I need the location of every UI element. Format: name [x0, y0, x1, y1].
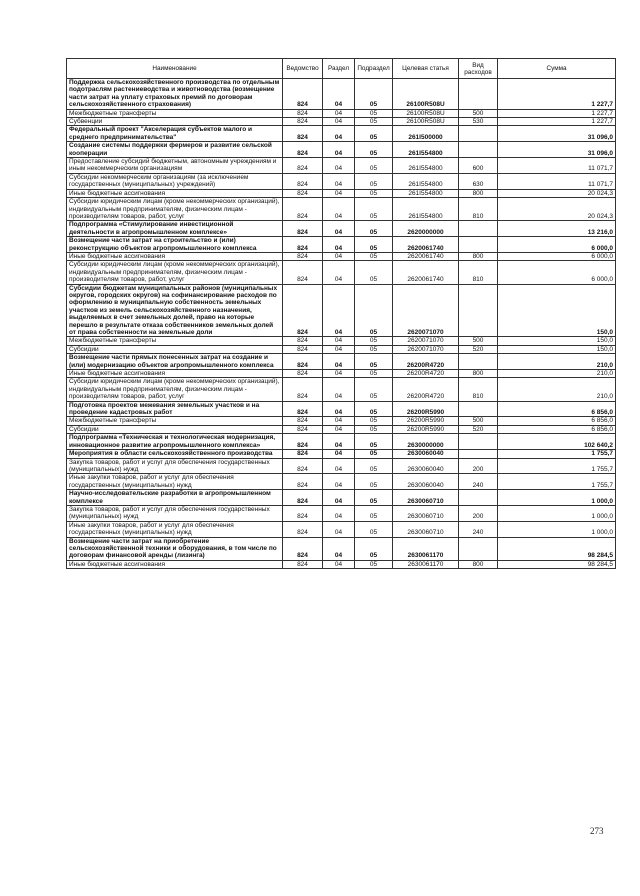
cell-sum: 1 000,0 — [498, 490, 616, 506]
cell-exp-type: 520 — [459, 345, 498, 353]
table-row — [67, 261, 616, 284]
cell-name: Иные закупки товаров, работ и услуг для обеспечения государственных (муниципальных) нужд — [67, 521, 283, 537]
cell-sum: 6 000,0 — [498, 237, 616, 253]
cell-exp-type — [459, 401, 498, 417]
cell-dept: 824 — [283, 417, 323, 425]
cell-target: 2630060710 — [393, 490, 459, 506]
table-row — [67, 284, 616, 337]
cell-sum: 20 024,3 — [498, 189, 616, 197]
cell-sum: 150,0 — [498, 345, 616, 353]
cell-target: 26200R5990 — [393, 417, 459, 425]
cell-section: 04 — [323, 173, 355, 189]
cell-name: Субсидии — [67, 345, 283, 353]
cell-name: Возмещение части затрат на приобретение сельскохозяйственной техники и оборудования, в том числе по договорам финансовой аренды (лизинга) — [67, 537, 283, 560]
table-row — [67, 474, 616, 490]
cell-dept: 824 — [283, 118, 323, 126]
cell-subsection: 05 — [355, 142, 393, 158]
cell-subsection: 05 — [355, 261, 393, 284]
cell-target: 2630060040 — [393, 458, 459, 474]
cell-target: 2630061170 — [393, 537, 459, 560]
cell-dept: 824 — [283, 109, 323, 117]
cell-sum: 1 227,7 — [498, 79, 616, 110]
cell-dept: 824 — [283, 370, 323, 378]
cell-section: 04 — [323, 261, 355, 284]
cell-section: 04 — [323, 425, 355, 433]
cell-sum: 13 216,0 — [498, 221, 616, 237]
cell-target: 2620000000 — [393, 221, 459, 237]
cell-target: 2630060040 — [393, 474, 459, 490]
cell-subsection: 05 — [355, 284, 393, 337]
cell-dept: 824 — [283, 425, 323, 433]
table-row — [67, 505, 616, 521]
cell-dept: 824 — [283, 560, 323, 568]
cell-name: Научно-исследовательские разработки в агропромышленном комплексе — [67, 490, 283, 506]
table-row — [67, 378, 616, 401]
cell-dept: 824 — [283, 458, 323, 474]
table-row — [67, 189, 616, 197]
cell-exp-type — [459, 284, 498, 337]
cell-dept: 824 — [283, 378, 323, 401]
cell-section: 04 — [323, 158, 355, 174]
cell-subsection: 05 — [355, 345, 393, 353]
cell-target: 2630060710 — [393, 521, 459, 537]
table-row — [67, 458, 616, 474]
cell-subsection: 05 — [355, 237, 393, 253]
cell-exp-type: 800 — [459, 560, 498, 568]
cell-sum: 102 640,2 — [498, 434, 616, 450]
cell-sum: 1 000,0 — [498, 521, 616, 537]
cell-section: 04 — [323, 284, 355, 337]
table-row — [67, 221, 616, 237]
cell-name: Иные закупки товаров, работ и услуг для обеспечения государственных (муниципальных) нужд — [67, 474, 283, 490]
table-row — [67, 173, 616, 189]
cell-name: Закупка товаров, работ и услуг для обеспечения государственных (муниципальных) нужд — [67, 458, 283, 474]
cell-target: 2630061170 — [393, 560, 459, 568]
cell-target: 2630060040 — [393, 450, 459, 458]
cell-subsection: 05 — [355, 417, 393, 425]
cell-name: Субсидии юридическим лицам (кроме некоммерческих организаций), индивидуальным предпринимателям, физическим лицам - производителям товаров, работ, услуг — [67, 378, 283, 401]
header-name: Наименование — [67, 59, 283, 79]
cell-sum: 1 755,7 — [498, 458, 616, 474]
cell-target: 26100R508U — [393, 79, 459, 110]
table-row — [67, 345, 616, 353]
cell-sum: 6 000,0 — [498, 252, 616, 260]
cell-name: Подготовка проектов межевания земельных участков и на проведение кадастровых работ — [67, 401, 283, 417]
cell-name: Подпрограмма «Стимулирование инвестиционной деятельности в агропромышленном комплексе» — [67, 221, 283, 237]
cell-target: 261I554800 — [393, 142, 459, 158]
header-exp-type: Вид расходов — [459, 59, 498, 79]
table-row — [67, 109, 616, 117]
cell-target: 261I554800 — [393, 158, 459, 174]
cell-subsection: 05 — [355, 458, 393, 474]
cell-subsection: 05 — [355, 252, 393, 260]
cell-sum: 98 284,5 — [498, 560, 616, 568]
cell-sum: 6 856,0 — [498, 401, 616, 417]
cell-section: 04 — [323, 252, 355, 260]
cell-target: 2620061740 — [393, 261, 459, 284]
cell-section: 04 — [323, 401, 355, 417]
cell-exp-type: 500 — [459, 337, 498, 345]
cell-exp-type: 500 — [459, 417, 498, 425]
cell-dept: 824 — [283, 221, 323, 237]
cell-name: Предоставление субсидий бюджетным, автономным учреждениям и иным некоммерческим организациям — [67, 158, 283, 174]
cell-exp-type: 530 — [459, 118, 498, 126]
cell-target: 26200R4720 — [393, 370, 459, 378]
table-row — [67, 560, 616, 568]
cell-section: 04 — [323, 118, 355, 126]
cell-exp-type — [459, 434, 498, 450]
cell-section: 04 — [323, 142, 355, 158]
cell-subsection: 05 — [355, 425, 393, 433]
table-row — [67, 425, 616, 433]
cell-exp-type: 810 — [459, 378, 498, 401]
cell-sum: 1 227,7 — [498, 109, 616, 117]
cell-sum: 6 856,0 — [498, 417, 616, 425]
table-row — [67, 417, 616, 425]
table-row — [67, 237, 616, 253]
cell-dept: 824 — [283, 345, 323, 353]
cell-section: 04 — [323, 490, 355, 506]
cell-dept: 824 — [283, 354, 323, 370]
cell-sum: 150,0 — [498, 284, 616, 337]
cell-dept: 824 — [283, 521, 323, 537]
cell-section: 04 — [323, 198, 355, 221]
cell-name: Субвенции — [67, 118, 283, 126]
cell-target: 2630000000 — [393, 434, 459, 450]
cell-exp-type — [459, 450, 498, 458]
table-row — [67, 490, 616, 506]
cell-name: Иные бюджетные ассигнования — [67, 560, 283, 568]
table-row — [67, 450, 616, 458]
cell-exp-type: 200 — [459, 458, 498, 474]
cell-name: Иные бюджетные ассигнования — [67, 252, 283, 260]
cell-subsection: 05 — [355, 79, 393, 110]
cell-subsection: 05 — [355, 490, 393, 506]
cell-name: Субсидии — [67, 425, 283, 433]
cell-sum: 210,0 — [498, 378, 616, 401]
cell-dept: 824 — [283, 434, 323, 450]
cell-sum: 31 096,0 — [498, 142, 616, 158]
cell-target: 261I554800 — [393, 189, 459, 197]
cell-subsection: 05 — [355, 378, 393, 401]
cell-name: Межбюджетные трансферты — [67, 337, 283, 345]
table-row — [67, 198, 616, 221]
table-row — [67, 337, 616, 345]
cell-sum: 150,0 — [498, 337, 616, 345]
cell-name: Субсидии юридическим лицам (кроме некоммерческих организаций), индивидуальным предпринимателям, физическим лицам - производителям товаров, работ, услуг — [67, 198, 283, 221]
cell-dept: 824 — [283, 79, 323, 110]
cell-sum: 6 000,0 — [498, 261, 616, 284]
cell-exp-type: 630 — [459, 173, 498, 189]
cell-dept: 824 — [283, 337, 323, 345]
cell-dept: 824 — [283, 474, 323, 490]
cell-exp-type — [459, 537, 498, 560]
cell-sum: 11 071,7 — [498, 158, 616, 174]
cell-section: 04 — [323, 458, 355, 474]
cell-sum: 20 024,3 — [498, 198, 616, 221]
cell-section: 04 — [323, 474, 355, 490]
cell-exp-type — [459, 126, 498, 142]
cell-target: 2620071070 — [393, 284, 459, 337]
table-header-row — [67, 59, 616, 79]
table-row — [67, 537, 616, 560]
cell-section: 04 — [323, 417, 355, 425]
cell-section: 04 — [323, 378, 355, 401]
cell-dept: 824 — [283, 505, 323, 521]
table-row — [67, 79, 616, 110]
cell-name: Субсидии бюджетам муниципальных районов (муниципальных округов, городских округов) на софинансирование расходов по оформлению в муниципальную собственность земельных участков из земель сельскохозяйственного назначения, выделяемых в счет земельных долей, право на которые перешло в результате отказа собственников земельных долей от права собственности на земельные доли — [67, 284, 283, 337]
cell-dept: 824 — [283, 284, 323, 337]
cell-target: 26200R5990 — [393, 425, 459, 433]
cell-target: 2620061740 — [393, 252, 459, 260]
cell-dept: 824 — [283, 261, 323, 284]
cell-name: Закупка товаров, работ и услуг для обеспечения государственных (муниципальных) нужд — [67, 505, 283, 521]
cell-subsection: 05 — [355, 118, 393, 126]
cell-exp-type — [459, 142, 498, 158]
cell-section: 04 — [323, 537, 355, 560]
cell-target: 2620061740 — [393, 237, 459, 253]
header-sum: Сумма — [498, 59, 616, 79]
cell-subsection: 05 — [355, 505, 393, 521]
cell-section: 04 — [323, 109, 355, 117]
cell-dept: 824 — [283, 490, 323, 506]
table-row — [67, 370, 616, 378]
cell-sum: 6 856,0 — [498, 425, 616, 433]
cell-dept: 824 — [283, 158, 323, 174]
cell-target: 2620071070 — [393, 337, 459, 345]
cell-exp-type: 500 — [459, 109, 498, 117]
cell-name: Федеральный проект "Акселерация субъектов малого и среднего предпринимательства" — [67, 126, 283, 142]
cell-section: 04 — [323, 126, 355, 142]
cell-target: 261I500000 — [393, 126, 459, 142]
cell-dept: 824 — [283, 252, 323, 260]
table-row — [67, 126, 616, 142]
cell-section: 04 — [323, 505, 355, 521]
cell-sum: 210,0 — [498, 354, 616, 370]
cell-exp-type: 600 — [459, 158, 498, 174]
cell-dept: 824 — [283, 401, 323, 417]
cell-dept: 824 — [283, 237, 323, 253]
cell-sum: 31 096,0 — [498, 126, 616, 142]
cell-name: Субсидии некоммерческим организациям (за исключением государственных (муниципальных) учреждений) — [67, 173, 283, 189]
table-row — [67, 142, 616, 158]
cell-exp-type: 810 — [459, 261, 498, 284]
cell-name: Создание системы поддержки фермеров и развитие сельской кооперации — [67, 142, 283, 158]
cell-subsection: 05 — [355, 401, 393, 417]
cell-dept: 824 — [283, 537, 323, 560]
budget-table — [66, 58, 616, 569]
header-target: Целевая статья — [393, 59, 459, 79]
cell-dept: 824 — [283, 142, 323, 158]
cell-section: 04 — [323, 370, 355, 378]
cell-exp-type: 810 — [459, 198, 498, 221]
cell-name: Подпрограмма «Техническая и технологическая модернизация, инновационное развитие агропромышленного комплекса» — [67, 434, 283, 450]
cell-target: 26100R508U — [393, 118, 459, 126]
cell-target: 2630060710 — [393, 505, 459, 521]
cell-sum: 210,0 — [498, 370, 616, 378]
cell-exp-type: 240 — [459, 474, 498, 490]
cell-sum: 1 227,7 — [498, 118, 616, 126]
cell-name: Межбюджетные трансферты — [67, 109, 283, 117]
cell-exp-type: 240 — [459, 521, 498, 537]
cell-target: 26200R5990 — [393, 401, 459, 417]
cell-subsection: 05 — [355, 189, 393, 197]
cell-target: 26100R508U — [393, 109, 459, 117]
cell-subsection: 05 — [355, 474, 393, 490]
cell-name: Поддержка сельскохозяйственного производства по отдельным подотраслям растениеводства и животноводства (возмещение части затрат на уплату страховых премий по договорам сельскохозяйственного страхования) — [67, 79, 283, 110]
page-number: 273 — [590, 826, 604, 836]
table-body — [67, 79, 616, 569]
cell-sum: 1 755,7 — [498, 450, 616, 458]
cell-section: 04 — [323, 221, 355, 237]
cell-target: 26200R4720 — [393, 354, 459, 370]
cell-subsection: 05 — [355, 537, 393, 560]
cell-exp-type: 800 — [459, 370, 498, 378]
cell-target: 261I554800 — [393, 173, 459, 189]
table-row — [67, 158, 616, 174]
cell-subsection: 05 — [355, 434, 393, 450]
cell-subsection: 05 — [355, 173, 393, 189]
cell-name: Возмещение части затрат на строительство и (или) реконструкцию объектов агропромышленного комплекса — [67, 237, 283, 253]
cell-target: 261I554800 — [393, 198, 459, 221]
header-dept: Ведомство — [283, 59, 323, 79]
cell-subsection: 05 — [355, 158, 393, 174]
cell-sum: 98 284,5 — [498, 537, 616, 560]
cell-subsection: 05 — [355, 198, 393, 221]
cell-section: 04 — [323, 337, 355, 345]
table-row — [67, 521, 616, 537]
table-row — [67, 434, 616, 450]
header-section: Раздел — [323, 59, 355, 79]
cell-name: Межбюджетные трансферты — [67, 417, 283, 425]
cell-dept: 824 — [283, 450, 323, 458]
cell-dept: 824 — [283, 126, 323, 142]
cell-section: 04 — [323, 560, 355, 568]
cell-subsection: 05 — [355, 109, 393, 117]
cell-exp-type — [459, 237, 498, 253]
header-subsection: Подраздел — [355, 59, 393, 79]
cell-exp-type: 520 — [459, 425, 498, 433]
cell-exp-type — [459, 79, 498, 110]
cell-dept: 824 — [283, 189, 323, 197]
cell-dept: 824 — [283, 198, 323, 221]
cell-section: 04 — [323, 189, 355, 197]
cell-section: 04 — [323, 354, 355, 370]
cell-sum: 1 000,0 — [498, 505, 616, 521]
cell-exp-type — [459, 221, 498, 237]
cell-name: Мероприятия в области сельскохозяйственного производства — [67, 450, 283, 458]
cell-name: Возмещение части прямых понесенных затрат на создание и (или) модернизацию объектов агропромышленного комплекса — [67, 354, 283, 370]
cell-name: Субсидии юридическим лицам (кроме некоммерческих организаций), индивидуальным предпринимателям, физическим лицам - производителям товаров, работ, услуг — [67, 261, 283, 284]
cell-exp-type — [459, 490, 498, 506]
table-row — [67, 401, 616, 417]
cell-subsection: 05 — [355, 521, 393, 537]
cell-exp-type: 200 — [459, 505, 498, 521]
cell-subsection: 05 — [355, 560, 393, 568]
cell-exp-type — [459, 354, 498, 370]
cell-section: 04 — [323, 450, 355, 458]
table-row — [67, 252, 616, 260]
cell-subsection: 05 — [355, 370, 393, 378]
cell-sum: 11 071,7 — [498, 173, 616, 189]
table-row — [67, 354, 616, 370]
cell-subsection: 05 — [355, 221, 393, 237]
cell-sum: 1 755,7 — [498, 474, 616, 490]
cell-section: 04 — [323, 79, 355, 110]
cell-exp-type: 800 — [459, 252, 498, 260]
cell-name: Иные бюджетные ассигнования — [67, 189, 283, 197]
cell-subsection: 05 — [355, 450, 393, 458]
cell-target: 26200R4720 — [393, 378, 459, 401]
cell-name: Иные бюджетные ассигнования — [67, 370, 283, 378]
table-row — [67, 118, 616, 126]
cell-section: 04 — [323, 521, 355, 537]
cell-section: 04 — [323, 237, 355, 253]
cell-subsection: 05 — [355, 354, 393, 370]
cell-subsection: 05 — [355, 337, 393, 345]
cell-exp-type: 800 — [459, 189, 498, 197]
cell-dept: 824 — [283, 173, 323, 189]
cell-target: 2620071070 — [393, 345, 459, 353]
cell-section: 04 — [323, 434, 355, 450]
cell-subsection: 05 — [355, 126, 393, 142]
cell-section: 04 — [323, 345, 355, 353]
budget-sheet — [66, 58, 615, 569]
